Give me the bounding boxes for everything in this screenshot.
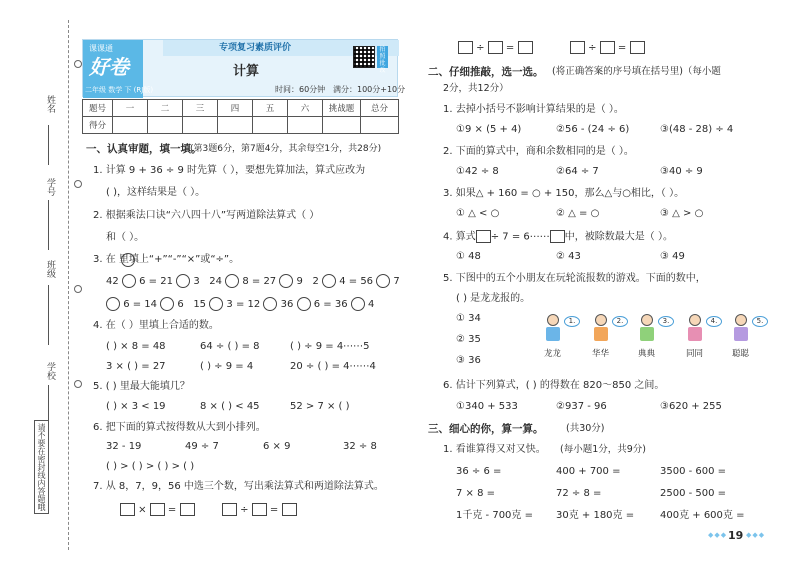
q7-mult-blanks: × = (120, 503, 195, 517)
answer-box (476, 230, 491, 243)
decor-dots-icon: ◆◆◆ (708, 531, 728, 539)
brand-small: 课课通 (89, 44, 113, 53)
school-line (48, 385, 49, 425)
s2-q6-option[interactable]: ③620 + 255 (660, 401, 722, 412)
operator-blank[interactable] (225, 274, 239, 288)
s2-q6-option[interactable]: ②937 - 96 (556, 401, 607, 412)
q2-line-b: 和（ ）。 (106, 232, 145, 243)
hole-3 (74, 285, 82, 293)
score-input[interactable] (323, 117, 361, 134)
id-line (48, 200, 49, 250)
q7-div-blanks: ÷ = (222, 503, 297, 517)
score-input[interactable] (253, 117, 288, 134)
section-2-title: 二、仔细推敲，选一选。 (428, 66, 544, 78)
q4-item[interactable]: 3 × ( ) = 27 (106, 361, 166, 372)
score-cell: 三 (183, 100, 218, 117)
s2-q2-option[interactable]: ①42 ÷ 8 (456, 166, 499, 177)
answer-box (550, 230, 565, 243)
speech-bubble: 3. (658, 316, 674, 327)
q4-item[interactable]: ( ) ÷ 9 = 4⋯⋯5 (290, 341, 370, 352)
q4-item[interactable]: ( ) ÷ 9 = 4 (200, 361, 254, 372)
q3-row-2: 6 = 14 6 15 3 = 12 36 6 = 36 4 (106, 297, 374, 311)
s2-q2-option[interactable]: ②64 ÷ 7 (556, 166, 599, 177)
s2-q2-option[interactable]: ③40 ÷ 9 (660, 166, 703, 177)
calc-item[interactable]: 7 × 8 = (456, 488, 496, 499)
brand-badge (83, 40, 154, 98)
s3-q1-note: (每小题1分，共9分) (560, 444, 647, 455)
operator-blank[interactable] (279, 274, 293, 288)
page-number: 19 (728, 529, 744, 542)
operator-blank[interactable] (297, 297, 311, 311)
kid-name: 聪聪 (732, 349, 750, 359)
time-limit: 时间：60分钟 (275, 85, 326, 94)
s2-q5-option[interactable]: ① 34 (456, 313, 481, 324)
speech-bubble: 1. (564, 316, 580, 327)
child-figure (592, 314, 610, 344)
s2-q6-option[interactable]: ①340 + 533 (456, 401, 518, 412)
qr-code-icon (353, 46, 375, 68)
operator-blank[interactable] (263, 297, 277, 311)
q1-line-b: ( )，这样结果是（ ）。 (106, 187, 206, 198)
score-input[interactable] (288, 117, 323, 134)
calc-item[interactable]: 72 ÷ 8 = (556, 488, 602, 499)
kids-illustration (536, 312, 776, 362)
s2-q1-option[interactable]: ②56 - (24 ÷ 6) (556, 124, 630, 135)
operator-blank[interactable] (376, 274, 390, 288)
banner-text: 专项复习素质评价 (219, 43, 292, 53)
brand-logo: 好卷 (89, 55, 129, 79)
s2-q3: 3. 如果△ + 160 = ○ + 150，那么△与○相比，（ ）。 (443, 188, 685, 199)
s2-q1-option[interactable]: ③(48 - 28) ÷ 4 (660, 124, 734, 135)
answer-box[interactable] (518, 41, 533, 54)
calc-item[interactable]: 400 + 700 = (556, 466, 621, 477)
q7-div-blanks-2: ÷ = (458, 41, 533, 55)
class-label: 班级 (45, 260, 55, 278)
q3-prompt: 3. 在 里填上“+”“-”“×”或“÷”。 (93, 254, 240, 265)
school-label: 学校 (45, 362, 55, 380)
child-figure (686, 314, 704, 344)
section-1-note: (第3题6分，第7题4分，其余每空1分，共28分) (190, 144, 382, 154)
score-input[interactable] (113, 117, 148, 134)
score-table (82, 99, 399, 134)
operator-blank[interactable] (176, 274, 190, 288)
seal-notice: 请不要在密封线内答题哦 (34, 420, 49, 514)
answer-box[interactable] (570, 41, 585, 54)
class-line (48, 285, 49, 345)
s2-q5-line-b: ( ) 是龙龙报的。 (456, 293, 531, 304)
calc-item[interactable]: 30克 + 180克 = (556, 510, 635, 521)
child-figure (544, 314, 562, 344)
calc-item[interactable]: 3500 - 600 = (660, 466, 727, 477)
kid-name: 龙龙 (544, 349, 562, 359)
s2-q4-option[interactable]: ③ 49 (660, 251, 685, 262)
q5-item[interactable]: 8 × ( ) < 45 (200, 401, 260, 412)
q4-item[interactable]: 20 ÷ ( ) = 4⋯⋯4 (290, 361, 376, 372)
decor-dots-icon: ◆◆◆ (746, 531, 766, 539)
hole-1 (74, 60, 82, 68)
q7-prompt: 7. 从 8，7，9，56 中选三个数，写出乘法算式和两道除法算式。 (93, 481, 384, 492)
section-2-note-2: 2分，共12分） (443, 83, 509, 94)
q6-prompt: 6. 把下面的算式按得数从大到小排列。 (93, 422, 266, 433)
q6-expr: 32 ÷ 8 (343, 441, 377, 452)
speech-bubble: 5. (752, 316, 768, 327)
score-cell: 总分 (361, 100, 399, 117)
score-input[interactable] (148, 117, 183, 134)
q7-div-blanks-3: ÷ = (570, 41, 645, 55)
s2-q3-option[interactable]: ③ △ > ○ (660, 208, 704, 219)
s2-q5-line-a: 5. 下图中的五个小朋友在玩轮流报数的游戏。下面的数中， (443, 273, 706, 284)
s2-q3-option[interactable]: ② △ = ○ (556, 208, 600, 219)
page-title: 计算 (233, 64, 260, 79)
kid-name: 典典 (638, 349, 656, 359)
answer-box[interactable] (120, 503, 135, 516)
binding-sidebar (14, 0, 84, 569)
score-cell: 二 (148, 100, 183, 117)
s2-q5-option[interactable]: ③ 36 (456, 355, 481, 366)
s2-q1-option[interactable]: ①9 × (5 + 4) (456, 124, 522, 135)
q3-row-1: 42 6 = 21 3 24 8 = 27 9 2 4 = 56 7 (106, 276, 400, 287)
calc-item[interactable]: 400克 + 600克 = (660, 510, 745, 521)
score-cell: 四 (218, 100, 253, 117)
qr-label: 拍照批改 (377, 46, 388, 68)
operator-blank[interactable] (322, 274, 336, 288)
answer-box[interactable] (458, 41, 473, 54)
score-cell: 五 (253, 100, 288, 117)
s2-q2: 2. 下面的算式中，商和余数相同的是（ ）。 (443, 146, 634, 157)
score-cell: 一 (113, 100, 148, 117)
answer-box[interactable] (630, 41, 645, 54)
name-line (48, 125, 49, 165)
s2-q4: 4. 算式 ÷ 7 = 6⋯⋯ 中，被除数最大是（ ）。 (443, 231, 673, 243)
section-3-title: 三、细心的你，算一算。 (428, 423, 544, 435)
seal-dashed-line (68, 20, 69, 550)
s2-q1: 1. 去掉小括号不影响计算结果的是（ ）。 (443, 104, 624, 115)
section-1-title: 一、认真审题，填一填。 (86, 143, 202, 155)
q6-expr: 32 - 19 (106, 441, 142, 452)
grade-label: 二年级 数学 下 (RJ版) (85, 86, 154, 94)
operator-blank[interactable] (122, 274, 136, 288)
speech-bubble: 4. (706, 316, 722, 327)
answer-box[interactable] (488, 41, 503, 54)
q2-line-a: 2. 根据乘法口诀“六八四十八”写两道除法算式（ ） (93, 210, 320, 221)
answer-box[interactable] (222, 503, 237, 516)
operator-blank[interactable] (351, 297, 365, 311)
name-label: 姓名 (45, 95, 55, 113)
s3-q1: 1. 看谁算得又对又快。 (443, 444, 546, 455)
score-row-label: 得分 (83, 117, 113, 134)
child-figure (638, 314, 656, 344)
answer-box[interactable] (600, 41, 615, 54)
example-circle (121, 253, 135, 267)
q6-order-blanks[interactable]: ( ) > ( ) > ( ) > ( ) (106, 461, 195, 472)
section-2-note: (将正确答案的序号填在括号里)（每小题 (552, 66, 721, 77)
hole-4 (74, 380, 82, 388)
q5-item[interactable]: ( ) × 3 < 19 (106, 401, 166, 412)
q5-prompt: 5. ( ) 里最大能填几？ (93, 381, 190, 392)
score-cell: 题号 (83, 100, 113, 117)
score-input[interactable] (218, 117, 253, 134)
s2-q5-option[interactable]: ② 35 (456, 334, 481, 345)
s2-q6: 6. 估计下列算式，( ) 的得数在 820～850 之间。 (443, 380, 665, 391)
child-figure (732, 314, 750, 344)
q6-expr: 49 ÷ 7 (185, 441, 219, 452)
calc-item[interactable]: 36 ÷ 6 = (456, 466, 502, 477)
q4-item[interactable]: 64 ÷ ( ) = 8 (200, 341, 260, 352)
speech-bubble: 2. (612, 316, 628, 327)
score-cell: 挑战题 (323, 100, 361, 117)
score-input[interactable] (183, 117, 218, 134)
answer-box[interactable] (282, 503, 297, 516)
answer-box[interactable] (180, 503, 195, 516)
score-cell: 六 (288, 100, 323, 117)
operator-blank[interactable] (160, 297, 174, 311)
operator-blank[interactable] (209, 297, 223, 311)
operator-blank[interactable] (106, 297, 120, 311)
kid-name: 华华 (592, 349, 610, 359)
q5-item[interactable]: 52 > 7 × ( ) (290, 401, 350, 412)
calc-item[interactable]: 1千克 - 700克 = (456, 510, 533, 521)
worksheet-header (82, 39, 406, 97)
score-input[interactable] (361, 117, 399, 134)
s2-q4-option[interactable]: ② 43 (556, 251, 581, 262)
answer-box[interactable] (150, 503, 165, 516)
s2-q4-option[interactable]: ① 48 (456, 251, 481, 262)
answer-box[interactable] (252, 503, 267, 516)
q1-line-a: 1. 计算 9 + 36 ÷ 9 时先算（ ），要想先算加法，算式应改为 (93, 165, 366, 176)
q4-item[interactable]: ( ) × 8 = 48 (106, 341, 166, 352)
calc-item[interactable]: 2500 - 500 = (660, 488, 727, 499)
q4-prompt: 4. 在（ ）里填上合适的数。 (93, 320, 219, 331)
section-3-note: (共30分) (566, 423, 605, 434)
s2-q3-option[interactable]: ① △ < ○ (456, 208, 500, 219)
hole-2 (74, 180, 82, 188)
kid-name: 同同 (686, 349, 704, 359)
full-score: 满分：100分+10分 (333, 85, 406, 94)
id-label: 学号 (45, 178, 55, 196)
q6-expr: 6 × 9 (263, 441, 291, 452)
